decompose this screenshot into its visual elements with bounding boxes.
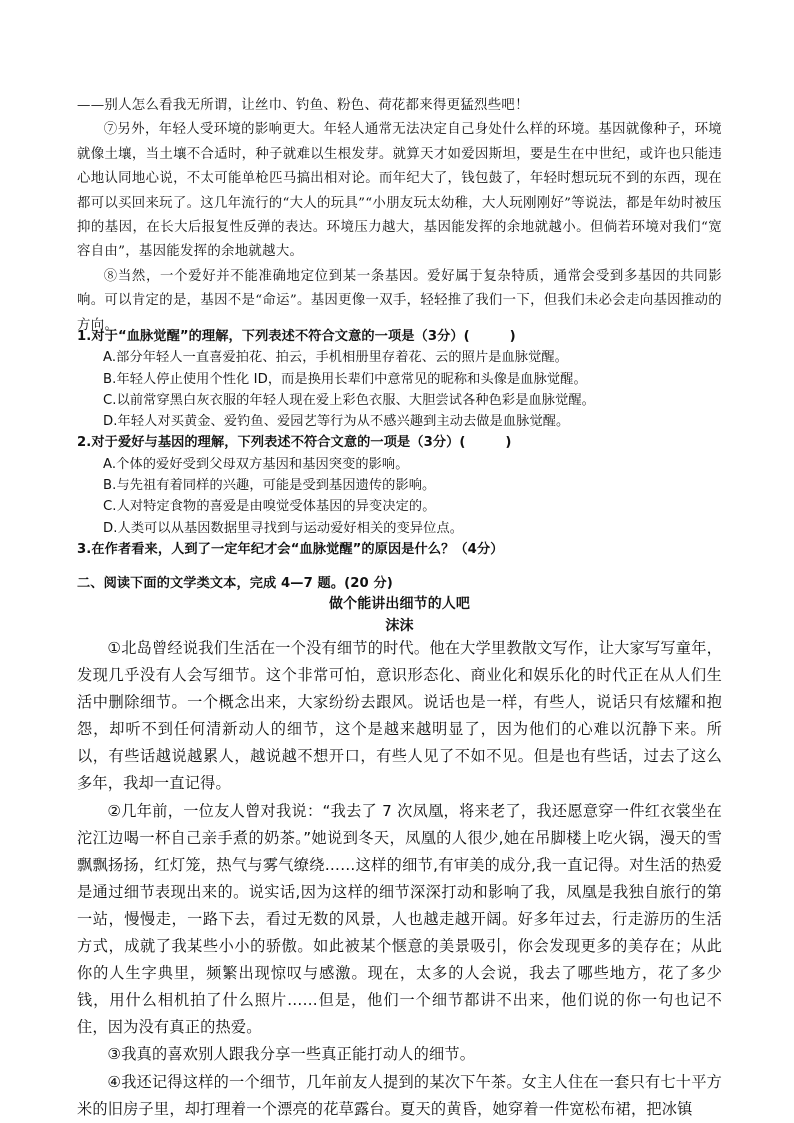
article-author: 沫沫 <box>385 617 414 634</box>
question-2-option-c: C.人对特定食物的喜爱是由嗅觉受体基因的异变决定的。 <box>103 499 436 515</box>
question-1-option-d: D.年轻人对买黄金、爱钓鱼、爱园艺等行为从不感兴趣到主动去做是血脉觉醒。 <box>103 414 570 430</box>
article-paragraph: ③我真的喜欢别人跟我分享一些真正能打动人的细节。 <box>107 1045 476 1064</box>
question-2-option-a: A.个体的爱好受到父母双方基因和基因突变的影响。 <box>103 456 409 472</box>
passage-paragraph: ⑦另外，年轻人受环境的影响更大。年轻人通常无法决定自己身处什么样的环境。基因就像种子，环境就像土壤，当土壤不合适时，种子就难以生根发芽。就算天才如爱因斯坦，要是生在中世纪，或许也只能违心地认同地心说，不太可能单枪匹马搞出相对论。而年纪大了，钱包鼓了，年轻时想玩玩不到的东西，现在都可以买回来玩了。这几年流行的“大人的玩具”“小朋友玩太幼稚，大人玩刚刚好”等说法，都是年幼时被压抑的基因，在长大后报复性反弹的表达。环境压力越大，基因能发挥的余地就越小。但倘若环境对我们“宽容自由”，基因能发挥的余地就越大。 <box>77 122 722 260</box>
question-list <box>77 326 722 560</box>
question-2-option-b: B.与先祖有着同样的兴趣，可能是受到基因遗传的影响。 <box>103 478 436 494</box>
passage-continuation <box>77 94 722 338</box>
section-2 <box>77 573 722 637</box>
article-title: 做个能讲出细节的人吧 <box>329 596 470 613</box>
passage-paragraph: ——别人怎么看我无所谓，让丝巾、钓鱼、粉色、荷花都来得更猛烈些吧！ <box>77 98 529 113</box>
question-1-option-b: B.年轻人停止使用个性化 ID，而是换用长辈们中意常见的昵称和头像是血脉觉醒。 <box>103 371 587 387</box>
question-2-option-d: D.人类可以从基因数据里寻找到与运动爱好相关的变异位点。 <box>103 520 464 536</box>
question-1-option-c: C.以前常穿黑白灰衣服的年轻人现在爱上彩色衣服、大胆尝试各种色彩是血脉觉醒。 <box>103 392 595 408</box>
article-paragraph: ②几年前，一位友人曾对我说：“我去了 7 次凤凰，将来老了，我还愿意穿一件红衣裳坐在沱江边喝一杯自己亲手煮的奶茶。”她说到冬天，凤凰的人很少,她在吊脚楼上吃火锅，漫天的雪飘飘扬扬，红灯笼，热气与雾气缭绕……这样的细节,有审美的成分,我一直记得。对生活的热爱是通过细节表现出来的。说实话,因为这样的细节深深打动和影响了我，凤凰是我独自旅行的第一站，慢慢走，一路下去，看过无数的风景，人也越走越开阔。好多年过去，行走游历的生活方式，成就了我某些小小的骄傲。如此被某个惬意的美景吸引，你会发现更多的美存在；从此你的人生字典里，频繁出现惊叹与感激。现在，太多的人会说，我去了哪些地方，花了多少钱，用什么相机拍了什么照片……但是，他们一个细节都讲不出来，他们说的你一句也记不住，因为没有真正的热爱。 <box>77 801 722 1037</box>
passage-paragraph: ⑧当然，一个爱好并不能准确地定位到某一条基因。爱好属于复杂特质，通常会受到多基因的共同影响。可以肯定的是，基因不是“命运”。基因更像一双手，轻轻推了我们一下，但我们未必会走向基因推动的方向。 <box>77 268 722 333</box>
article-paragraph: ①北岛曾经说我们生活在一个没有细节的时代。他在大学里教散文写作，让大家写写童年，发现几乎没有人会写细节。这个非常可怕，意识形态化、商业化和娱乐化的时代正在从人们生活中删除细节。一个概念出来，大家纷纷去跟风。说话也是一样，有些人，说话只有炫耀和抱怨，却听不到任何清新动人的细节，这个是越来越明显了，因为他们的心难以沉静下来。所以，有些话越说越累人，越说越不想开口，有些人见了不如不见。但是也有些话，过去了这么多年，我却一直记得。 <box>77 639 722 793</box>
question-2-stem: 2.对于爱好与基因的理解，下列表述不符合文意的一项是（3分）( ) <box>77 435 512 451</box>
question-3-stem: 3.在作者看来，人到了一定年纪才会“血脉觉醒”的原因是什么？（4分） <box>77 541 504 557</box>
question-1-option-a: A.部分年轻人一直喜爱拍花、拍云，手机相册里存着花、云的照片是血脉觉醒。 <box>103 350 568 366</box>
article-paragraph: ④我还记得这样的一个细节，几年前友人提到的某次下午茶。女主人住在一套只有七十平方米的旧房子里，却打理着一个漂亮的花草露台。夏天的黄昏，她穿着一件宽松布裙，把冰镇 <box>77 1072 722 1118</box>
article-body <box>77 635 722 1123</box>
question-1-stem: 1.对于“血脉觉醒”的理解，下列表述不符合文意的一项是（3分）( ) <box>77 329 516 344</box>
section-2-heading: 二、阅读下面的文学类文本，完成 4—7 题。(20 分) <box>77 576 393 591</box>
